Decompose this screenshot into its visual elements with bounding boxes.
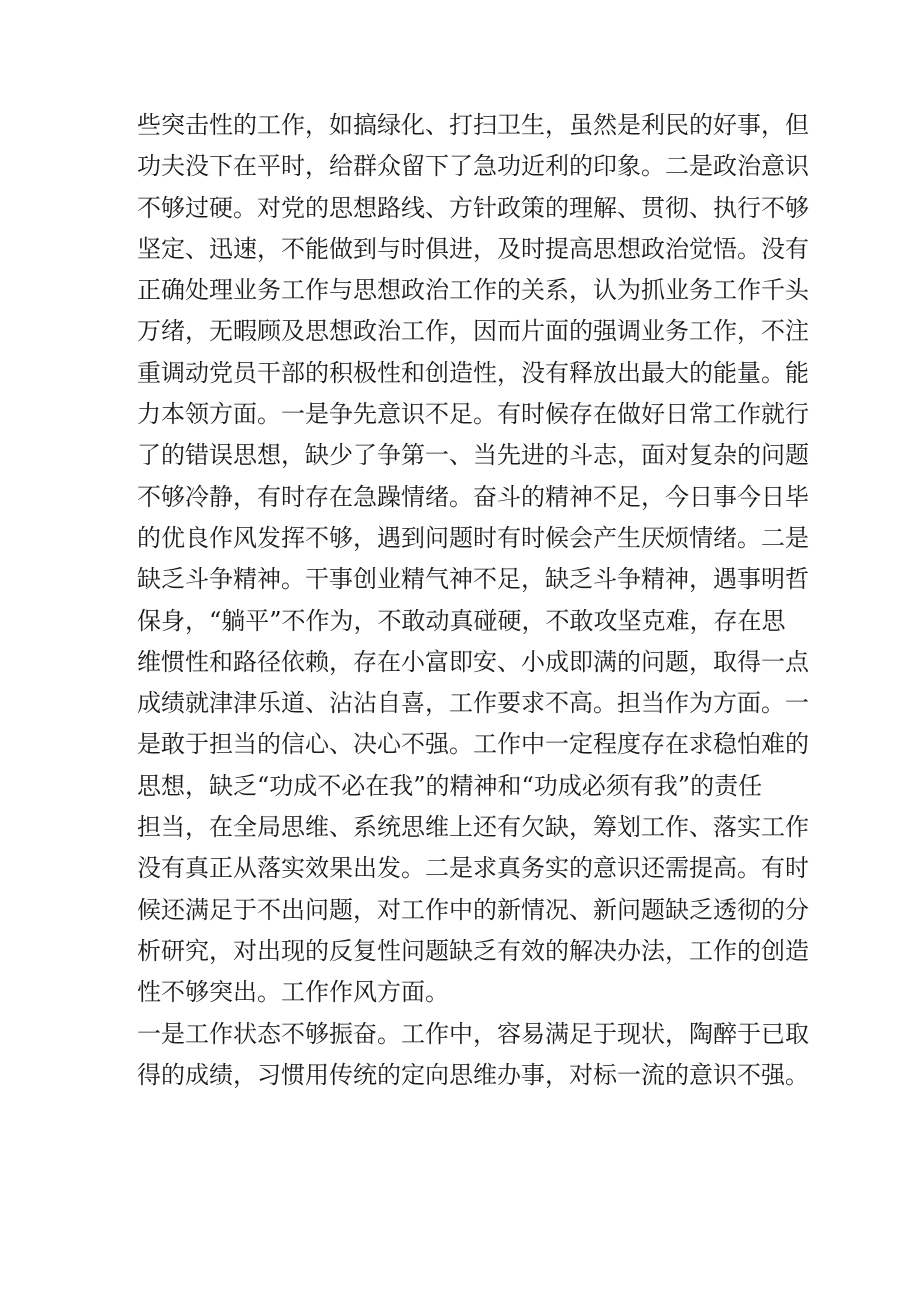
text-line: 力本领方面。一是争先意识不足。有时候存在做好日常工作就行 xyxy=(137,400,809,429)
text-line: 万绪，无暇顾及思想政治工作，因而片面的强调业务工作，不注 xyxy=(137,317,809,346)
text-line: 的优良作风发挥不够，遇到问题时有时候会产生厌烦情绪。二是 xyxy=(137,523,809,552)
text-line: 得的成绩，习惯用传统的定向思维办事，对标一流的意识不强。 xyxy=(137,1060,809,1089)
text-line: 了的错误思想，缺少了争第一、当先进的斗志，面对复杂的问题 xyxy=(137,441,809,470)
text-line: 些突击性的工作，如搞绿化、打扫卫生，虽然是利民的好事，但 xyxy=(137,111,809,139)
text-line: 不够过硬。对党的思想路线、方针政策的理解、贯彻、执行不够 xyxy=(137,193,809,222)
text-line: 维惯性和路径依赖，存在小富即安、小成即满的问题，取得一点 xyxy=(137,647,809,676)
text-line: 不够冷静，有时存在急躁情绪。奋斗的精神不足，今日事今日毕 xyxy=(137,482,809,511)
text-line: 思想，缺乏“功成不必在我”的精神和“功成必须有我”的责任 xyxy=(137,771,763,800)
text-line: 一是工作状态不够振奋。工作中，容易满足于现状，陶醉于已取 xyxy=(137,1019,809,1048)
text-line: 是敢于担当的信心、决心不强。工作中一定程度存在求稳怕难的 xyxy=(137,730,809,759)
text-line: 候还满足于不出问题，对工作中的新情况、新问题缺乏透彻的分 xyxy=(137,895,809,924)
text-line: 缺乏斗争精神。干事创业精气神不足，缺乏斗争精神，遇事明哲 xyxy=(137,565,809,594)
text-line: 性不够突出。工作作风方面。 xyxy=(137,978,449,1007)
text-line: 析研究，对出现的反复性问题缺乏有效的解决办法，工作的创造 xyxy=(137,936,809,965)
text-line: 担当，在全局思维、系统思维上还有欠缺，筹划工作、落实工作 xyxy=(137,813,809,842)
text-line: 成绩就津津乐道、沾沾自喜，工作要求不高。担当作为方面。一 xyxy=(137,689,809,718)
body-text xyxy=(137,105,837,1096)
text-line: 没有真正从落实效果出发。二是求真务实的意识还需提高。有时 xyxy=(137,854,809,883)
text-line: 功夫没下在平时，给群众留下了急功近利的印象。二是政治意识 xyxy=(137,152,809,181)
text-line: 保身，“躺平”不作为，不敢动真碰硬，不敢攻坚克难，存在思 xyxy=(137,606,786,635)
text-line: 坚定、迅速，不能做到与时俱进，及时提高思想政治觉悟。没有 xyxy=(137,234,809,263)
text-line: 正确处理业务工作与思想政治工作的关系，认为抓业务工作千头 xyxy=(137,276,809,305)
text-line: 重调动党员干部的积极性和创造性，没有释放出最大的能量。能 xyxy=(137,358,809,387)
